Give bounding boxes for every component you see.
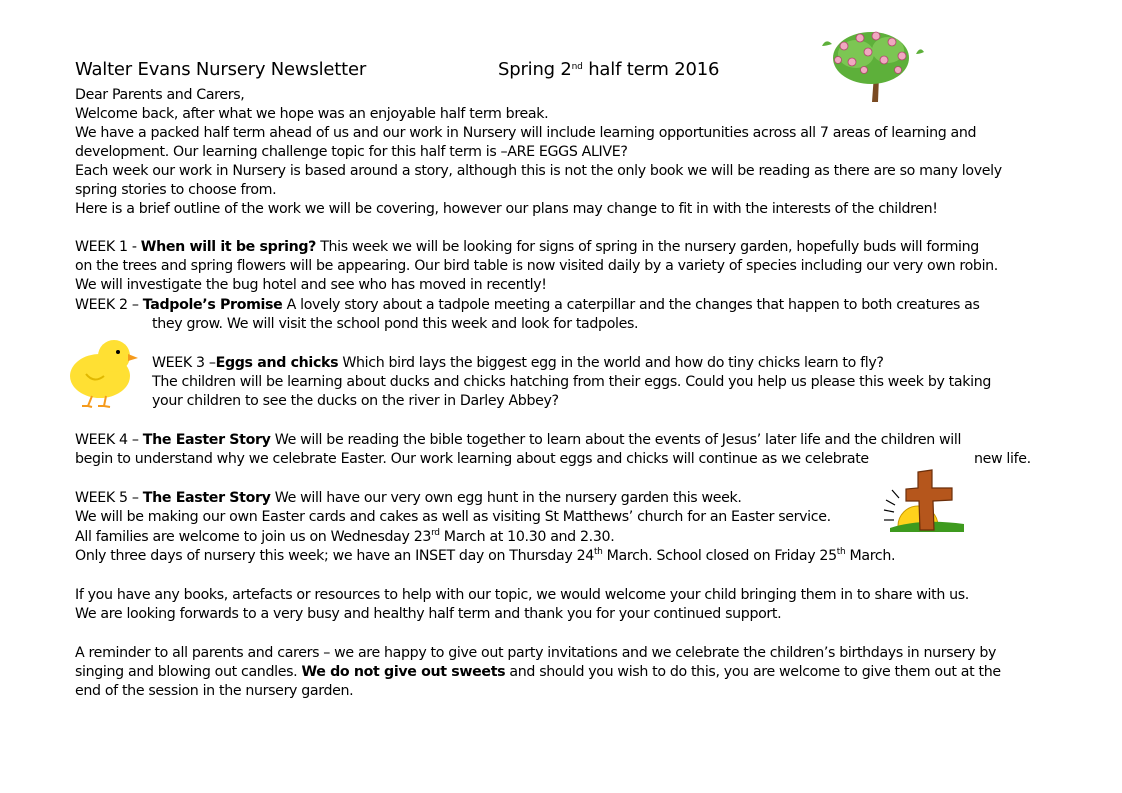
- week2-label: WEEK 2 –: [75, 297, 143, 313]
- week1-text: This week we will be looking for signs of spring in the nursery garden, hopefully buds will forming: [316, 239, 979, 255]
- intro-p1-line2: development. Our learning challenge topic for this half term is –ARE EGGS ALIVE?: [75, 144, 628, 160]
- welcome-line: Welcome back, after what we hope was an enjoyable half term break.: [75, 106, 549, 122]
- week1-line2: on the trees and spring flowers will be appearing. Our bird table is now visited daily by a variety of species including our very own robin.: [75, 258, 998, 274]
- intro-p3: Here is a brief outline of the work we will be covering, however our plans may change to fit in with the interests of the children!: [75, 201, 938, 217]
- week5-date-text: All families are welcome to join us on Wednesday 23: [75, 529, 432, 545]
- week1-line1: [75, 238, 979, 257]
- week1-title: When will it be spring?: [140, 239, 317, 255]
- week5-closed-sup: th: [836, 547, 846, 557]
- week5-times: March at 10.30 and 2.30.: [439, 529, 615, 545]
- week2-text: A lovely story about a tadpole meeting a caterpillar and the changes that happen to both creatures as: [282, 297, 980, 313]
- week4-line2b: new life.: [974, 451, 1031, 467]
- week5-inset-text: Only three days of nursery this week; we have an INSET day on Thursday 24: [75, 548, 594, 564]
- week4-label: WEEK 4 –: [75, 432, 143, 448]
- reminder-line3: end of the session in the nursery garden.: [75, 683, 354, 699]
- week4-line2a: begin to understand why we celebrate Easter. Our work learning about eggs and chicks will continue as we celebrate: [75, 451, 869, 467]
- week5-text: We will have our very own egg hunt in the nursery garden this week.: [270, 490, 742, 506]
- week2-line2: they grow. We will visit the school pond this week and look for tadpoles.: [152, 316, 639, 332]
- week4-line1: [75, 431, 961, 450]
- greeting: Dear Parents and Carers,: [75, 87, 245, 103]
- week5-closed-end: March.: [845, 548, 896, 564]
- reminder-line2: [75, 663, 1001, 682]
- week3-text: Which bird lays the biggest egg in the world and how do tiny chicks learn to fly?: [338, 355, 884, 371]
- week2-title: Tadpole’s Promise: [142, 297, 283, 313]
- week2-line1: [75, 296, 980, 315]
- week5-label: WEEK 5 –: [75, 490, 143, 506]
- week3-line2: The children will be learning about ducks and chicks hatching from their eggs. Could you help us please this week by taking: [152, 374, 991, 390]
- week4-title: The Easter Story: [142, 432, 271, 448]
- week5-line2: We will be making our own Easter cards and cakes as well as visiting St Matthews’ church for an Easter service.: [75, 509, 831, 525]
- week4-text: We will be reading the bible together to learn about the events of Jesus’ later life and the children will: [270, 432, 962, 448]
- term-heading-year: half term 2016: [582, 59, 720, 80]
- term-heading-text: Spring 2: [498, 59, 572, 80]
- term-heading-sup: nd: [571, 62, 583, 72]
- reminder-text-end: and should you wish to do this, you are welcome to give them out at the: [505, 664, 1001, 680]
- week3-title: Eggs and chicks: [215, 355, 339, 371]
- week3-line1: [152, 354, 884, 373]
- week1-label: WEEK 1 -: [75, 239, 141, 255]
- week5-line3: [75, 528, 614, 547]
- newsletter-title: Walter Evans Nursery Newsletter: [75, 59, 367, 80]
- week5-closed-text: March. School closed on Friday 25: [602, 548, 837, 564]
- chick-icon: [64, 336, 140, 408]
- term-heading: [498, 58, 719, 82]
- week5-date-sup: rd: [431, 528, 440, 538]
- week3-line3: your children to see the ducks on the river in Darley Abbey?: [152, 393, 559, 409]
- week5-line1: [75, 489, 742, 508]
- week5-title: The Easter Story: [142, 490, 271, 506]
- week1-line3: We will investigate the bug hotel and see who has moved in recently!: [75, 277, 547, 293]
- week5-line4: [75, 547, 895, 566]
- intro-p1-line1: We have a packed half term ahead of us and our work in Nursery will include learning opportunities across all 7 areas of learning and: [75, 125, 977, 141]
- reminder-line1: A reminder to all parents and carers – we are happy to give out party invitations and we celebrate the children’s birthdays in nursery by: [75, 645, 997, 661]
- week3-label: WEEK 3 –: [152, 355, 216, 371]
- week5-inset-sup: th: [593, 547, 603, 557]
- reminder-emphasis: We do not give out sweets: [301, 664, 506, 680]
- blossom-tree-icon: [816, 24, 926, 102]
- intro-p2-line2: spring stories to choose from.: [75, 182, 277, 198]
- intro-p2-line1: Each week our work in Nursery is based around a story, although this is not the only book we will be reading as there are so many lovely: [75, 163, 1002, 179]
- easter-cross-icon: [880, 466, 966, 536]
- reminder-text: singing and blowing out candles.: [75, 664, 302, 680]
- closing-line1: If you have any books, artefacts or resources to help with our topic, we would welcome your child bringing them in to share with us.: [75, 587, 969, 603]
- closing-line2: We are looking forwards to a very busy and healthy half term and thank you for your continued support.: [75, 606, 782, 622]
